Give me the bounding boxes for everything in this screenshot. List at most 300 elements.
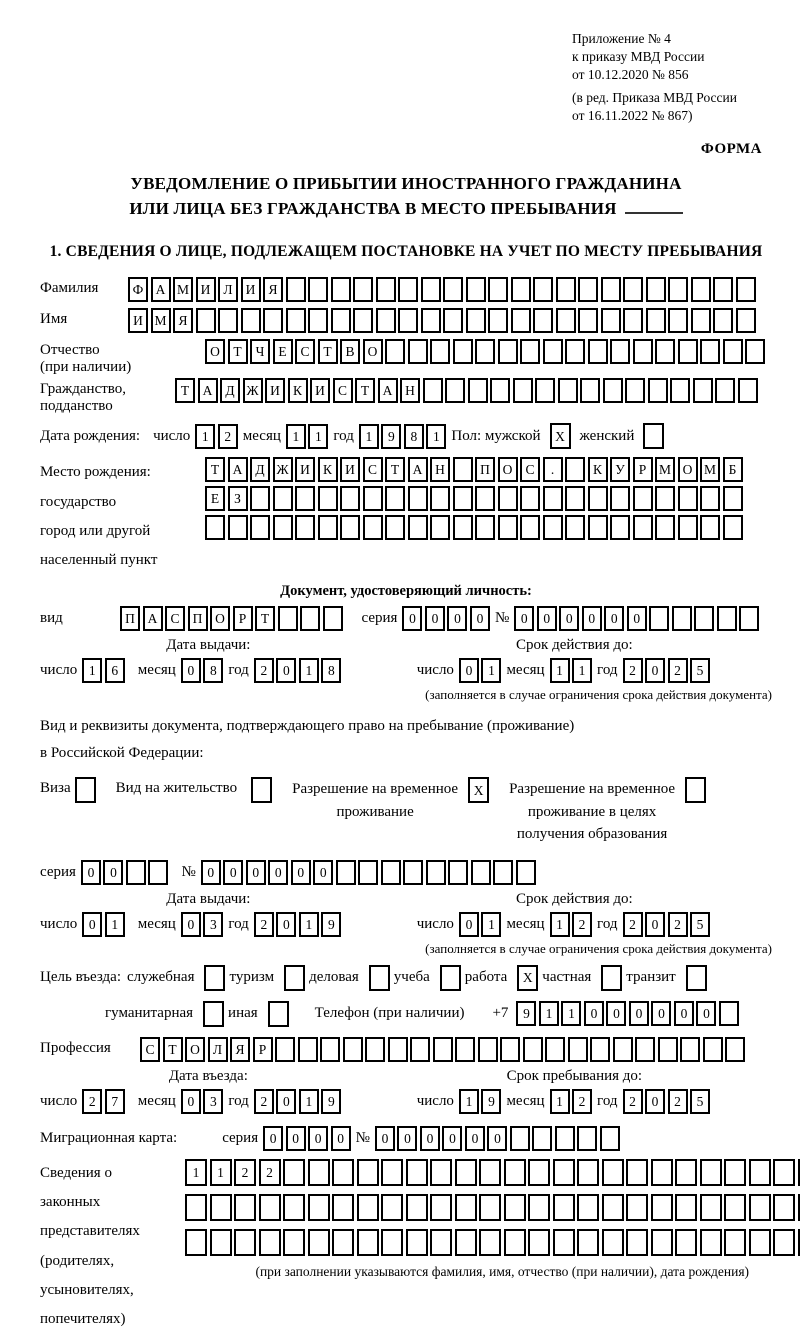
char-cell[interactable]: И xyxy=(310,378,330,403)
char-cell[interactable] xyxy=(363,515,383,540)
char-cell[interactable] xyxy=(678,486,698,511)
char-cell[interactable] xyxy=(286,277,306,302)
char-cell[interactable] xyxy=(510,1126,530,1151)
char-cell[interactable] xyxy=(455,1194,477,1221)
char-cell[interactable]: И xyxy=(340,457,360,482)
char-cell[interactable]: 0 xyxy=(537,606,557,631)
char-cell[interactable] xyxy=(453,486,473,511)
char-cell[interactable]: 0 xyxy=(674,1001,694,1026)
char-cell[interactable] xyxy=(443,277,463,302)
char-cell[interactable]: К xyxy=(318,457,338,482)
char-cell[interactable]: 0 xyxy=(606,1001,626,1026)
char-cell[interactable] xyxy=(545,1037,565,1062)
char-cell[interactable] xyxy=(403,860,423,885)
char-cell[interactable] xyxy=(736,277,756,302)
char-cell[interactable] xyxy=(381,1229,403,1256)
char-cell[interactable] xyxy=(600,1126,620,1151)
char-cell[interactable]: Ж xyxy=(243,378,263,403)
char-cell[interactable]: Т xyxy=(255,606,275,631)
char-cell[interactable] xyxy=(773,1229,795,1256)
char-cell[interactable]: К xyxy=(288,378,308,403)
char-cell[interactable] xyxy=(588,515,608,540)
char-cell[interactable] xyxy=(376,308,396,333)
char-cell[interactable]: Л xyxy=(218,277,238,302)
char-cell[interactable] xyxy=(308,1194,330,1221)
char-cell[interactable]: 1 xyxy=(195,424,215,449)
char-cell[interactable] xyxy=(406,1229,428,1256)
char-cell[interactable]: 1 xyxy=(481,912,501,937)
char-cell[interactable]: О xyxy=(185,1037,205,1062)
char-cell[interactable] xyxy=(580,378,600,403)
char-cell[interactable]: 2 xyxy=(623,1089,643,1114)
char-cell[interactable] xyxy=(528,1194,550,1221)
char-cell[interactable] xyxy=(528,1229,550,1256)
char-cell[interactable]: Р xyxy=(633,457,653,482)
char-cell[interactable] xyxy=(421,308,441,333)
char-cell[interactable] xyxy=(430,339,450,364)
char-cell[interactable] xyxy=(504,1229,526,1256)
char-cell[interactable] xyxy=(408,339,428,364)
char-cell[interactable]: 8 xyxy=(404,424,424,449)
char-cell[interactable]: Т xyxy=(205,457,225,482)
char-cell[interactable]: 0 xyxy=(181,1089,201,1114)
char-cell[interactable] xyxy=(668,277,688,302)
char-cell[interactable] xyxy=(719,1001,739,1026)
char-cell[interactable] xyxy=(468,378,488,403)
char-cell[interactable]: 8 xyxy=(321,658,341,683)
char-cell[interactable]: 0 xyxy=(470,606,490,631)
char-cell[interactable] xyxy=(511,277,531,302)
temp-residence-edu-checkbox[interactable] xyxy=(685,777,706,803)
char-cell[interactable]: А xyxy=(408,457,428,482)
char-cell[interactable] xyxy=(385,486,405,511)
char-cell[interactable] xyxy=(723,339,743,364)
char-cell[interactable] xyxy=(331,308,351,333)
char-cell[interactable] xyxy=(646,308,666,333)
char-cell[interactable]: 0 xyxy=(268,860,288,885)
char-cell[interactable]: И xyxy=(128,308,148,333)
char-cell[interactable] xyxy=(410,1037,430,1062)
char-cell[interactable] xyxy=(332,1229,354,1256)
char-cell[interactable]: У xyxy=(610,457,630,482)
char-cell[interactable] xyxy=(210,1194,232,1221)
char-cell[interactable]: 0 xyxy=(181,912,201,937)
char-cell[interactable]: Т xyxy=(355,378,375,403)
char-cell[interactable] xyxy=(363,486,383,511)
char-cell[interactable]: Н xyxy=(430,457,450,482)
char-cell[interactable] xyxy=(331,277,351,302)
char-cell[interactable] xyxy=(332,1194,354,1221)
char-cell[interactable]: 1 xyxy=(426,424,446,449)
char-cell[interactable] xyxy=(278,606,298,631)
char-cell[interactable] xyxy=(700,1194,722,1221)
char-cell[interactable] xyxy=(148,860,168,885)
char-cell[interactable]: 1 xyxy=(539,1001,559,1026)
char-cell[interactable]: 2 xyxy=(234,1159,256,1186)
char-cell[interactable]: 0 xyxy=(331,1126,351,1151)
char-cell[interactable] xyxy=(308,1229,330,1256)
char-cell[interactable] xyxy=(543,339,563,364)
char-cell[interactable] xyxy=(577,1194,599,1221)
char-cell[interactable] xyxy=(498,515,518,540)
char-cell[interactable] xyxy=(700,339,720,364)
char-cell[interactable]: 1 xyxy=(105,912,125,937)
char-cell[interactable]: 2 xyxy=(218,424,238,449)
char-cell[interactable] xyxy=(610,515,630,540)
char-cell[interactable] xyxy=(490,378,510,403)
char-cell[interactable] xyxy=(675,1229,697,1256)
char-cell[interactable]: 0 xyxy=(604,606,624,631)
char-cell[interactable] xyxy=(308,277,328,302)
char-cell[interactable] xyxy=(543,486,563,511)
char-cell[interactable]: 0 xyxy=(696,1001,716,1026)
char-cell[interactable] xyxy=(713,308,733,333)
char-cell[interactable]: 1 xyxy=(550,912,570,937)
char-cell[interactable]: Я xyxy=(230,1037,250,1062)
char-cell[interactable]: 0 xyxy=(81,860,101,885)
char-cell[interactable] xyxy=(336,860,356,885)
char-cell[interactable]: 0 xyxy=(201,860,221,885)
char-cell[interactable] xyxy=(565,515,585,540)
char-cell[interactable] xyxy=(633,339,653,364)
char-cell[interactable] xyxy=(357,1229,379,1256)
char-cell[interactable] xyxy=(430,486,450,511)
char-cell[interactable]: А xyxy=(228,457,248,482)
char-cell[interactable] xyxy=(196,308,216,333)
char-cell[interactable] xyxy=(478,1037,498,1062)
char-cell[interactable] xyxy=(691,308,711,333)
char-cell[interactable] xyxy=(259,1194,281,1221)
char-cell[interactable] xyxy=(578,308,598,333)
char-cell[interactable] xyxy=(773,1194,795,1221)
char-cell[interactable] xyxy=(241,308,261,333)
char-cell[interactable]: П xyxy=(120,606,140,631)
char-cell[interactable] xyxy=(533,308,553,333)
char-cell[interactable]: З xyxy=(228,486,248,511)
char-cell[interactable] xyxy=(295,515,315,540)
char-cell[interactable]: Т xyxy=(228,339,248,364)
char-cell[interactable] xyxy=(723,486,743,511)
char-cell[interactable] xyxy=(421,277,441,302)
char-cell[interactable] xyxy=(443,308,463,333)
char-cell[interactable]: 0 xyxy=(308,1126,328,1151)
char-cell[interactable] xyxy=(700,515,720,540)
char-cell[interactable] xyxy=(749,1194,771,1221)
male-checkbox[interactable]: X xyxy=(550,423,571,449)
char-cell[interactable]: 2 xyxy=(623,658,643,683)
char-cell[interactable] xyxy=(471,860,491,885)
char-cell[interactable] xyxy=(655,486,675,511)
char-cell[interactable] xyxy=(376,277,396,302)
char-cell[interactable]: 5 xyxy=(690,912,710,937)
char-cell[interactable]: 5 xyxy=(690,1089,710,1114)
char-cell[interactable]: М xyxy=(655,457,675,482)
char-cell[interactable] xyxy=(430,515,450,540)
char-cell[interactable] xyxy=(475,515,495,540)
char-cell[interactable] xyxy=(445,378,465,403)
char-cell[interactable] xyxy=(602,1194,624,1221)
char-cell[interactable] xyxy=(498,339,518,364)
char-cell[interactable]: 2 xyxy=(668,912,688,937)
opt-work-checkbox[interactable]: X xyxy=(517,965,538,991)
char-cell[interactable]: 0 xyxy=(276,1089,296,1114)
char-cell[interactable] xyxy=(210,1229,232,1256)
char-cell[interactable]: Е xyxy=(205,486,225,511)
char-cell[interactable]: О xyxy=(363,339,383,364)
char-cell[interactable] xyxy=(205,515,225,540)
char-cell[interactable] xyxy=(385,339,405,364)
char-cell[interactable]: 0 xyxy=(465,1126,485,1151)
char-cell[interactable] xyxy=(601,277,621,302)
char-cell[interactable] xyxy=(340,486,360,511)
char-cell[interactable]: 2 xyxy=(668,1089,688,1114)
opt-commercial-checkbox[interactable] xyxy=(369,965,390,991)
char-cell[interactable]: 1 xyxy=(561,1001,581,1026)
char-cell[interactable] xyxy=(488,277,508,302)
char-cell[interactable] xyxy=(577,1126,597,1151)
char-cell[interactable]: 2 xyxy=(668,658,688,683)
char-cell[interactable] xyxy=(318,515,338,540)
char-cell[interactable]: О xyxy=(205,339,225,364)
char-cell[interactable]: Ж xyxy=(273,457,293,482)
char-cell[interactable] xyxy=(500,1037,520,1062)
char-cell[interactable] xyxy=(228,515,248,540)
char-cell[interactable] xyxy=(646,277,666,302)
char-cell[interactable]: 0 xyxy=(397,1126,417,1151)
char-cell[interactable] xyxy=(601,308,621,333)
char-cell[interactable] xyxy=(466,277,486,302)
char-cell[interactable] xyxy=(479,1229,501,1256)
char-cell[interactable]: А xyxy=(151,277,171,302)
char-cell[interactable]: 0 xyxy=(487,1126,507,1151)
char-cell[interactable]: О xyxy=(678,457,698,482)
char-cell[interactable]: 0 xyxy=(276,912,296,937)
char-cell[interactable] xyxy=(275,1037,295,1062)
char-cell[interactable] xyxy=(273,515,293,540)
char-cell[interactable]: 9 xyxy=(516,1001,536,1026)
char-cell[interactable]: М xyxy=(700,457,720,482)
char-cell[interactable] xyxy=(678,339,698,364)
char-cell[interactable] xyxy=(533,277,553,302)
char-cell[interactable]: Е xyxy=(273,339,293,364)
opt-humanitarian-checkbox[interactable] xyxy=(203,1001,224,1027)
opt-study-checkbox[interactable] xyxy=(440,965,461,991)
char-cell[interactable]: 9 xyxy=(321,912,341,937)
char-cell[interactable] xyxy=(649,606,669,631)
char-cell[interactable] xyxy=(703,1037,723,1062)
char-cell[interactable] xyxy=(365,1037,385,1062)
char-cell[interactable] xyxy=(273,486,293,511)
char-cell[interactable] xyxy=(553,1194,575,1221)
char-cell[interactable] xyxy=(511,308,531,333)
char-cell[interactable] xyxy=(398,308,418,333)
char-cell[interactable] xyxy=(724,1229,746,1256)
char-cell[interactable]: М xyxy=(173,277,193,302)
char-cell[interactable] xyxy=(625,378,645,403)
char-cell[interactable]: 1 xyxy=(359,424,379,449)
char-cell[interactable]: И xyxy=(196,277,216,302)
char-cell[interactable] xyxy=(635,1037,655,1062)
char-cell[interactable]: Л xyxy=(208,1037,228,1062)
char-cell[interactable] xyxy=(700,486,720,511)
char-cell[interactable]: 1 xyxy=(481,658,501,683)
char-cell[interactable]: 1 xyxy=(299,1089,319,1114)
char-cell[interactable]: 3 xyxy=(203,1089,223,1114)
char-cell[interactable]: 0 xyxy=(651,1001,671,1026)
char-cell[interactable] xyxy=(513,378,533,403)
char-cell[interactable] xyxy=(283,1194,305,1221)
char-cell[interactable] xyxy=(694,606,714,631)
char-cell[interactable]: И xyxy=(295,457,315,482)
char-cell[interactable] xyxy=(577,1229,599,1256)
char-cell[interactable]: П xyxy=(188,606,208,631)
opt-private-checkbox[interactable] xyxy=(601,965,622,991)
char-cell[interactable] xyxy=(523,1037,543,1062)
char-cell[interactable]: 9 xyxy=(321,1089,341,1114)
female-checkbox[interactable] xyxy=(643,423,664,449)
char-cell[interactable] xyxy=(736,308,756,333)
char-cell[interactable] xyxy=(479,1194,501,1221)
char-cell[interactable] xyxy=(713,277,733,302)
char-cell[interactable] xyxy=(603,378,623,403)
char-cell[interactable] xyxy=(381,860,401,885)
char-cell[interactable]: 0 xyxy=(402,606,422,631)
char-cell[interactable] xyxy=(693,378,713,403)
char-cell[interactable]: И xyxy=(241,277,261,302)
char-cell[interactable] xyxy=(408,486,428,511)
char-cell[interactable] xyxy=(651,1229,673,1256)
char-cell[interactable] xyxy=(670,378,690,403)
char-cell[interactable] xyxy=(700,1229,722,1256)
char-cell[interactable] xyxy=(610,339,630,364)
char-cell[interactable]: С xyxy=(363,457,383,482)
char-cell[interactable]: 0 xyxy=(582,606,602,631)
char-cell[interactable]: 2 xyxy=(572,912,592,937)
char-cell[interactable] xyxy=(295,486,315,511)
char-cell[interactable] xyxy=(555,1126,575,1151)
char-cell[interactable]: 0 xyxy=(375,1126,395,1151)
char-cell[interactable] xyxy=(610,486,630,511)
char-cell[interactable] xyxy=(724,1194,746,1221)
char-cell[interactable] xyxy=(565,339,585,364)
char-cell[interactable]: С xyxy=(140,1037,160,1062)
char-cell[interactable] xyxy=(426,860,446,885)
char-cell[interactable]: 1 xyxy=(308,424,328,449)
char-cell[interactable] xyxy=(357,1194,379,1221)
char-cell[interactable]: 0 xyxy=(584,1001,604,1026)
char-cell[interactable]: О xyxy=(498,457,518,482)
char-cell[interactable] xyxy=(498,486,518,511)
char-cell[interactable]: Т xyxy=(175,378,195,403)
char-cell[interactable]: 0 xyxy=(223,860,243,885)
char-cell[interactable] xyxy=(453,515,473,540)
char-cell[interactable]: Я xyxy=(173,308,193,333)
char-cell[interactable] xyxy=(668,308,688,333)
opt-other-checkbox[interactable] xyxy=(268,1001,289,1027)
char-cell[interactable]: 1 xyxy=(299,912,319,937)
char-cell[interactable]: 2 xyxy=(572,1089,592,1114)
char-cell[interactable]: С xyxy=(333,378,353,403)
char-cell[interactable]: 0 xyxy=(425,606,445,631)
char-cell[interactable] xyxy=(556,277,576,302)
char-cell[interactable] xyxy=(553,1229,575,1256)
char-cell[interactable] xyxy=(433,1037,453,1062)
char-cell[interactable]: 7 xyxy=(105,1089,125,1114)
visa-checkbox[interactable] xyxy=(75,777,96,803)
char-cell[interactable]: 0 xyxy=(559,606,579,631)
char-cell[interactable]: 0 xyxy=(514,606,534,631)
char-cell[interactable]: 9 xyxy=(381,424,401,449)
char-cell[interactable]: . xyxy=(543,457,563,482)
char-cell[interactable] xyxy=(430,1229,452,1256)
char-cell[interactable]: 5 xyxy=(690,658,710,683)
char-cell[interactable] xyxy=(633,486,653,511)
char-cell[interactable] xyxy=(353,308,373,333)
char-cell[interactable]: Т xyxy=(163,1037,183,1062)
char-cell[interactable] xyxy=(717,606,737,631)
char-cell[interactable] xyxy=(516,860,536,885)
char-cell[interactable] xyxy=(308,308,328,333)
opt-tourism-checkbox[interactable] xyxy=(284,965,305,991)
char-cell[interactable]: 0 xyxy=(442,1126,462,1151)
char-cell[interactable]: 0 xyxy=(246,860,266,885)
char-cell[interactable]: 8 xyxy=(203,658,223,683)
char-cell[interactable]: 0 xyxy=(420,1126,440,1151)
char-cell[interactable] xyxy=(323,606,343,631)
char-cell[interactable]: Ч xyxy=(250,339,270,364)
char-cell[interactable]: 0 xyxy=(181,658,201,683)
char-cell[interactable] xyxy=(493,860,513,885)
char-cell[interactable] xyxy=(126,860,146,885)
char-cell[interactable]: 0 xyxy=(103,860,123,885)
char-cell[interactable]: 0 xyxy=(629,1001,649,1026)
char-cell[interactable] xyxy=(691,277,711,302)
char-cell[interactable] xyxy=(466,308,486,333)
char-cell[interactable]: Д xyxy=(220,378,240,403)
char-cell[interactable] xyxy=(520,515,540,540)
char-cell[interactable] xyxy=(320,1037,340,1062)
char-cell[interactable] xyxy=(715,378,735,403)
char-cell[interactable] xyxy=(626,1229,648,1256)
char-cell[interactable] xyxy=(655,339,675,364)
char-cell[interactable]: А xyxy=(143,606,163,631)
char-cell[interactable]: 9 xyxy=(481,1089,501,1114)
temp-residence-checkbox[interactable]: X xyxy=(468,777,489,803)
char-cell[interactable]: 2 xyxy=(254,912,274,937)
char-cell[interactable]: 2 xyxy=(254,658,274,683)
char-cell[interactable] xyxy=(423,378,443,403)
char-cell[interactable] xyxy=(745,339,765,364)
char-cell[interactable] xyxy=(590,1037,610,1062)
char-cell[interactable] xyxy=(381,1194,403,1221)
char-cell[interactable]: 0 xyxy=(82,912,102,937)
char-cell[interactable] xyxy=(455,1037,475,1062)
char-cell[interactable]: 1 xyxy=(572,658,592,683)
char-cell[interactable]: 0 xyxy=(459,658,479,683)
char-cell[interactable] xyxy=(408,515,428,540)
char-cell[interactable] xyxy=(623,308,643,333)
residence-permit-checkbox[interactable] xyxy=(251,777,272,803)
char-cell[interactable] xyxy=(263,308,283,333)
char-cell[interactable] xyxy=(602,1229,624,1256)
char-cell[interactable] xyxy=(398,277,418,302)
char-cell[interactable]: 1 xyxy=(210,1159,232,1186)
char-cell[interactable]: Р xyxy=(253,1037,273,1062)
char-cell[interactable] xyxy=(675,1194,697,1221)
char-cell[interactable] xyxy=(358,860,378,885)
char-cell[interactable] xyxy=(343,1037,363,1062)
char-cell[interactable] xyxy=(388,1037,408,1062)
